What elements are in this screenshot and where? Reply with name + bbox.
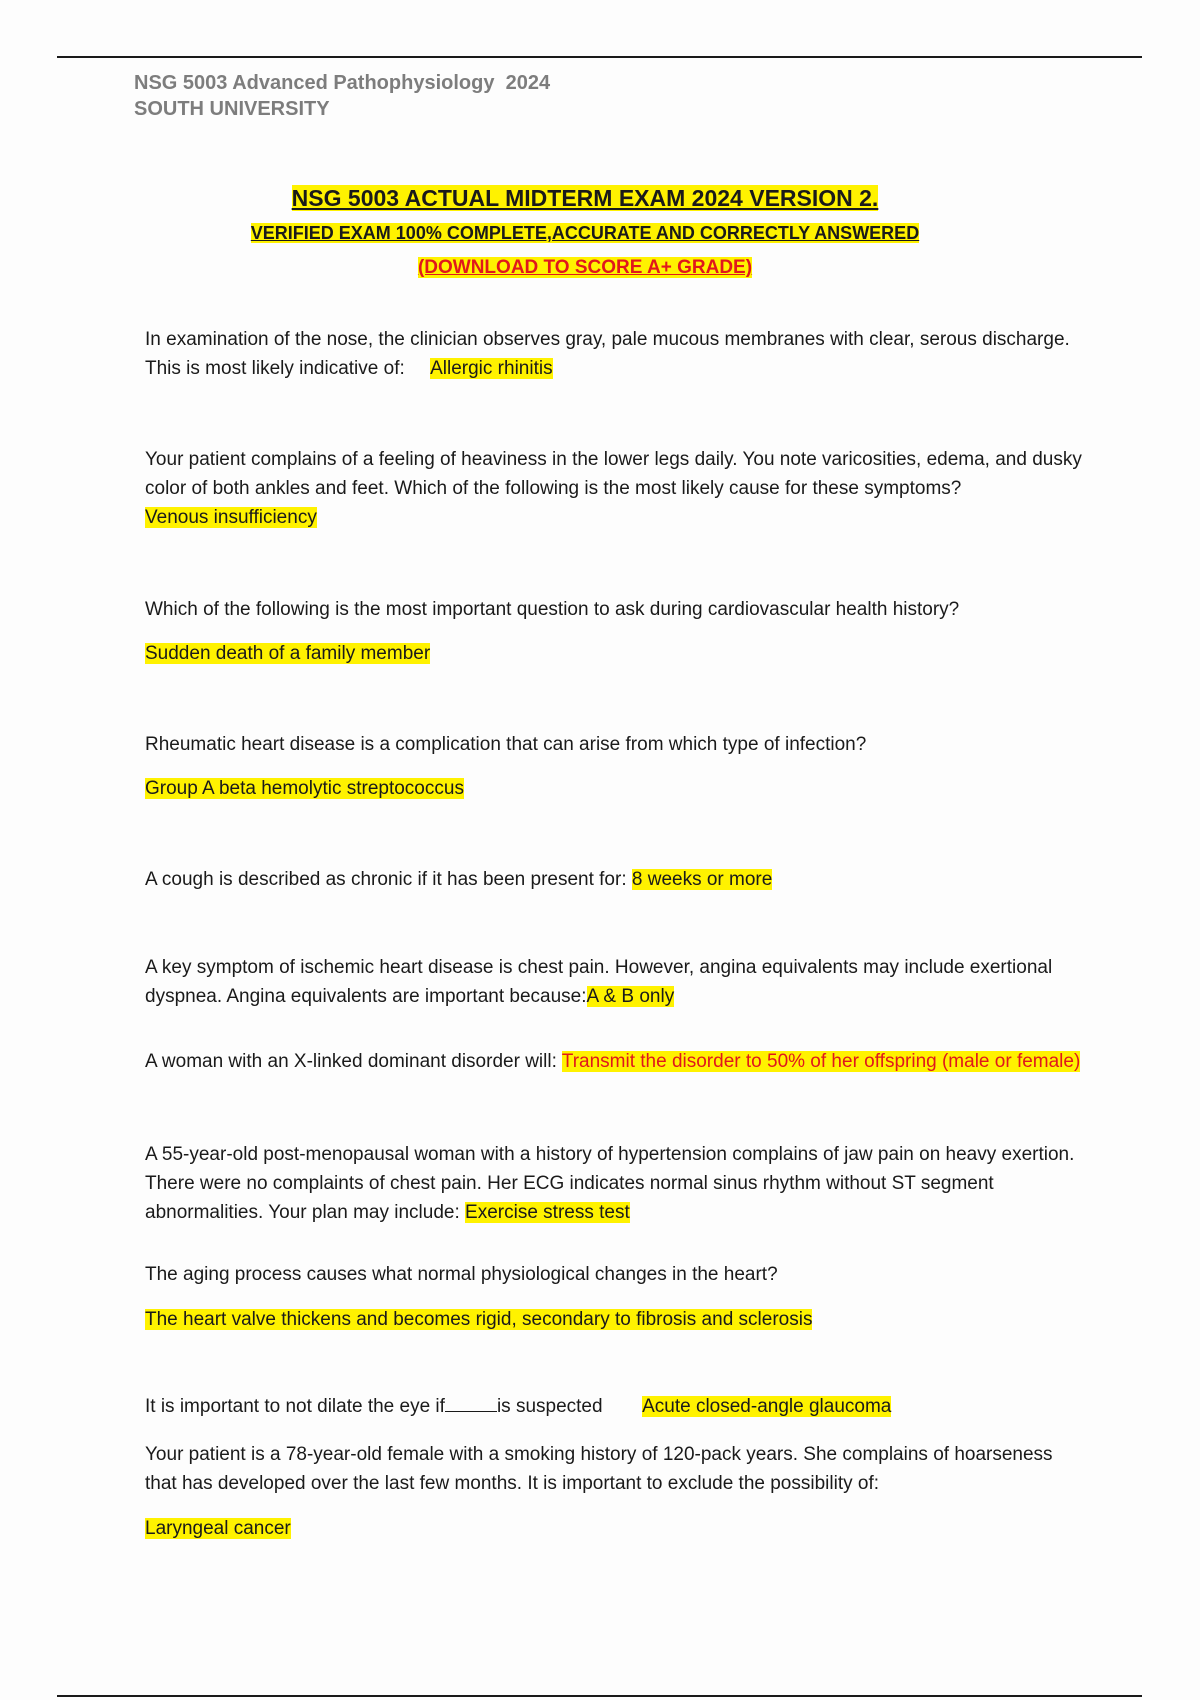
fill-in-blank bbox=[445, 1395, 497, 1412]
question-text: Which of the following is the most important question to ask during cardiovascular health history? bbox=[145, 599, 960, 620]
answer-text: The heart valve thickens and becomes rigid, secondary to fibrosis and sclerosis bbox=[145, 1309, 813, 1330]
question-item bbox=[145, 953, 1085, 1011]
page-header bbox=[134, 70, 550, 122]
question-item bbox=[145, 865, 1085, 894]
exam-subtitle: VERIFIED EXAM 100% COMPLETE,ACCURATE AND CORRECTLY ANSWERED bbox=[250, 223, 920, 243]
question-text: A cough is described as chronic if it has been present for: bbox=[145, 869, 627, 890]
question-item bbox=[145, 1047, 1085, 1076]
question-item bbox=[145, 1260, 1085, 1334]
answer-text: Allergic rhinitis bbox=[430, 358, 553, 379]
question-text: In examination of the nose, the clinician observes gray, pale mucous membranes with clear, serous discharge. This is most likely indicative of: bbox=[145, 329, 1070, 379]
question-text: Rheumatic heart disease is a complication that can arise from which type of infection? bbox=[145, 734, 867, 755]
question-item bbox=[145, 1140, 1085, 1227]
download-note: (DOWNLOAD TO SCORE A+ GRADE) bbox=[417, 257, 753, 278]
question-text-end: is suspected bbox=[496, 1396, 603, 1417]
course-name: NSG 5003 Advanced Pathophysiology 2024 bbox=[134, 72, 551, 94]
question-text: A woman with an X-linked dominant disorder will: bbox=[145, 1051, 557, 1072]
question-text: The aging process causes what normal physiological changes in the heart? bbox=[145, 1264, 778, 1285]
question-item bbox=[145, 1392, 1085, 1421]
question-text: A 55-year-old post-menopausal woman with a history of hypertension complains of jaw pain on heavy exertion. There were no complaints of chest pain. Her ECG indicates normal sinus rhythm without ST segment abnormalities. Your plan may include: bbox=[145, 1144, 1075, 1223]
answer-text: 8 weeks or more bbox=[631, 869, 773, 890]
answer-text: Sudden death of a family member bbox=[145, 643, 431, 664]
school-name: SOUTH UNIVERSITY bbox=[134, 98, 330, 120]
answer-text: A & B only bbox=[586, 986, 675, 1007]
answer-text: Acute closed-angle glaucoma bbox=[642, 1396, 892, 1417]
question-text: Your patient complains of a feeling of heaviness in the lower legs daily. You note varicosities, edema, and dusky color of both ankles and feet. Which of the following is the most likely cause for these symptoms? bbox=[145, 449, 1082, 499]
question-text-start: It is important to not dilate the eye if bbox=[145, 1396, 445, 1417]
bottom-rule bbox=[57, 1695, 1142, 1697]
question-item bbox=[145, 730, 1085, 803]
top-rule bbox=[57, 56, 1142, 58]
exam-title: NSG 5003 ACTUAL MIDTERM EXAM 2024 VERSION 2. bbox=[291, 185, 879, 211]
question-item bbox=[145, 445, 1085, 532]
question-text: A key symptom of ischemic heart disease is chest pain. However, angina equivalents may include exertional dyspnea. Angina equivalents are important because: bbox=[145, 957, 1053, 1007]
question-text: Your patient is a 78-year-old female with a smoking history of 120-pack years. She complains of hoarseness that has developed over the last few months. It is important to exclude the possibility of: bbox=[145, 1444, 1053, 1494]
answer-text: Transmit the disorder to 50% of her offspring (male or female) bbox=[561, 1051, 1081, 1072]
question-item bbox=[145, 1440, 1085, 1543]
question-item bbox=[145, 325, 1085, 383]
question-item bbox=[145, 595, 1085, 668]
exam-title-block bbox=[0, 180, 1170, 286]
answer-text: Exercise stress test bbox=[465, 1202, 630, 1223]
answer-text: Laryngeal cancer bbox=[145, 1518, 291, 1539]
answer-text: Venous insufficiency bbox=[145, 507, 317, 528]
answer-text: Group A beta hemolytic streptococcus bbox=[145, 778, 464, 799]
